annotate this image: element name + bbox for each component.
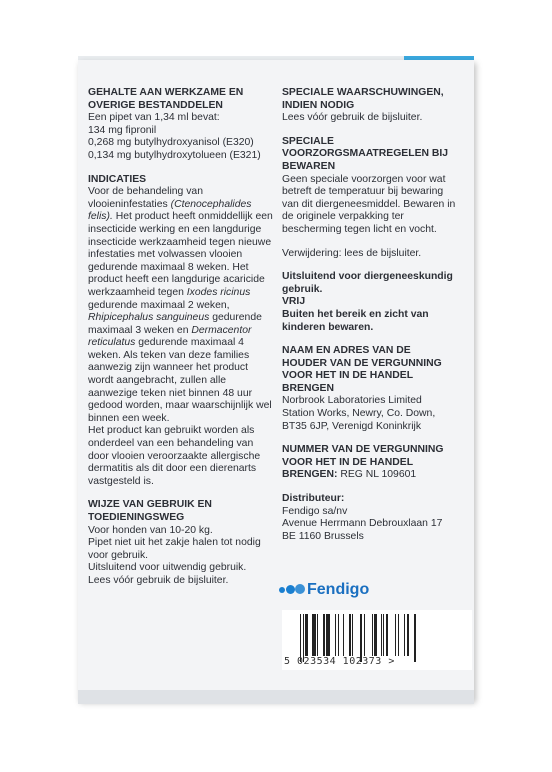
indications-text [88, 186, 274, 425]
holder-line: BT35 6JP, Verenigd Koninkrijk [282, 420, 422, 432]
warnings-heading: SPECIALE WAARSCHUWINGEN, INDIEN NODIG [282, 87, 444, 111]
distributor-line: BE 1160 Brussels [282, 530, 364, 542]
left-column [88, 87, 274, 599]
disposal-section [282, 248, 462, 261]
indications-text-part: gedurende maximaal 2 weken, [88, 299, 230, 311]
barcode-bar [381, 614, 382, 656]
storage-section [282, 136, 462, 237]
distributor-line: Fendigo sa/nv [282, 505, 348, 517]
barcode-bar [383, 614, 384, 656]
storage-text: Geen speciale voorzorgen voor wat betreft de temperatuur bij bewaring van dit diergeneesmiddel. Bewaren in de originele verpakking ter bescherming tegen licht en vocht. [282, 173, 456, 235]
species-name: Rhipicephalus sanguineus [88, 312, 210, 324]
logo-dots-icon [279, 580, 305, 600]
usage-line: Pipet niet uit het zakje halen tot nodig voor gebruik. [88, 537, 261, 561]
barcode-bar [414, 614, 415, 662]
composition-line: 0,268 mg butylhydroxyanisol (E320) [88, 137, 254, 149]
barcode-bar [398, 614, 399, 656]
holder-line: Norbrook Laboratories Limited [282, 395, 422, 407]
composition-line: 134 mg fipronil [88, 124, 157, 136]
barcode-bar [349, 614, 350, 656]
usage-heading: WIJZE VAN GEBRUIK EN TOEDIENINGSWEG [88, 499, 212, 523]
composition-heading: GEHALTE AAN WERKZAME EN OVERIGE BESTANDDELEN [88, 87, 244, 111]
barcode-bar [360, 614, 363, 662]
indications-heading: INDICATIES [88, 173, 147, 185]
barcode-bar [317, 614, 318, 656]
vet-use-text: Uitsluitend voor diergeneeskundig gebruik. [282, 271, 453, 295]
barcode-bar [372, 614, 373, 656]
licence-number: REG NL 109601 [340, 469, 417, 481]
barcode-bar [386, 614, 389, 656]
holder-heading: NAAM EN ADRES VAN DE HOUDER VAN DE VERGUNNING VOOR HET IN DE HANDEL BRENGEN [282, 345, 442, 394]
children-warning: Buiten het bereik en zicht van kinderen bewaren. [282, 308, 429, 333]
distributor-heading: Distributeur: [282, 493, 345, 505]
box-bottom-edge [78, 690, 474, 704]
legal-section [282, 271, 462, 334]
species-name: Dermacentor reticulatus [88, 324, 252, 349]
licence-heading: NUMMER VAN DE VERGUNNING VOOR HET IN DE HANDEL BRENGEN: [282, 444, 444, 481]
indications-section [88, 174, 274, 489]
barcode-bar [404, 614, 405, 656]
barcode-number: 5 023534 102373 > [284, 656, 395, 667]
barcode-bar [395, 614, 396, 656]
fendigo-logo [279, 580, 369, 600]
barcode-bar [407, 614, 410, 656]
barcode-bar [364, 614, 365, 656]
composition-line: Een pipet van 1,34 ml bevat: [88, 112, 220, 124]
storage-heading: SPECIALE VOORZORGSMAATREGELEN BIJ BEWAREN [282, 135, 449, 172]
composition-line: 0,134 mg butylhydroxytolueen (E321) [88, 149, 261, 161]
disposal-text: Verwijdering: lees de bijsluiter. [282, 247, 422, 259]
barcode-bar [303, 614, 304, 662]
warnings-section [282, 87, 462, 125]
barcode-bar [300, 614, 301, 662]
usage-line: Uitsluitend voor uitwendig gebruik. [88, 562, 247, 574]
barcode-bar [305, 614, 308, 656]
composition-section [88, 87, 274, 163]
indications-text-part: gedurende maximaal 4 weken. Als teken van deze families aanwezig zijn wanneer het product wordt aangebracht, zullen alle aanwezige teken niet binnen 48 uur gedood worden, maar waarschijnlijk wel binnen een week. [88, 337, 272, 424]
distributor-line: Avenue Herrmann Debrouxlaan 17 [282, 518, 443, 530]
licence-section [282, 444, 462, 482]
holder-line: Station Works, Newry, Co. Down, [282, 408, 436, 420]
right-column [282, 87, 462, 554]
barcode-bar [335, 614, 336, 656]
indications-text-part: Voor de behandeling van vlooieninfestaties [88, 186, 203, 210]
barcode-bar [338, 614, 339, 656]
indications-text-part: Het product heeft onmiddellijk een insecticide werking en een langdurige insecticide werkzaamheid tegen nieuwe infestaties met volwassen vlooien gedurende maximaal 8 weken. Het product heeft een langdurige acaricide werkzaamheid tegen [88, 211, 273, 298]
barcode-bar [374, 614, 377, 656]
distributor-section [282, 493, 462, 543]
vrij-label: VRIJ [282, 296, 306, 308]
warnings-text: Lees vóór gebruik de bijsluiter. [282, 112, 423, 124]
barcode-bar [343, 614, 344, 656]
indications-text-part: gedurende maximaal 3 weken en [88, 312, 262, 336]
holder-section [282, 345, 462, 433]
barcode-bar [352, 614, 353, 656]
species-name: (Ctenocephalides felis). [88, 198, 252, 223]
barcode-bars [300, 614, 460, 656]
barcode [282, 610, 472, 670]
usage-section [88, 499, 274, 587]
barcode-bar [312, 614, 316, 656]
barcode-bar [326, 614, 330, 656]
logo-text: Fendigo [307, 581, 370, 598]
indications-extra: Het product kan gebruikt worden als onderdeel van een behandeling van door vlooien veroorzaakte allergische dermatitis als dit door een dierenarts vastgesteld is. [88, 425, 261, 487]
usage-line: Lees vóór gebruik de bijsluiter. [88, 574, 229, 586]
species-name: Ixodes ricinus [186, 286, 251, 298]
barcode-bar [323, 614, 324, 656]
usage-line: Voor honden van 10-20 kg. [88, 524, 213, 536]
